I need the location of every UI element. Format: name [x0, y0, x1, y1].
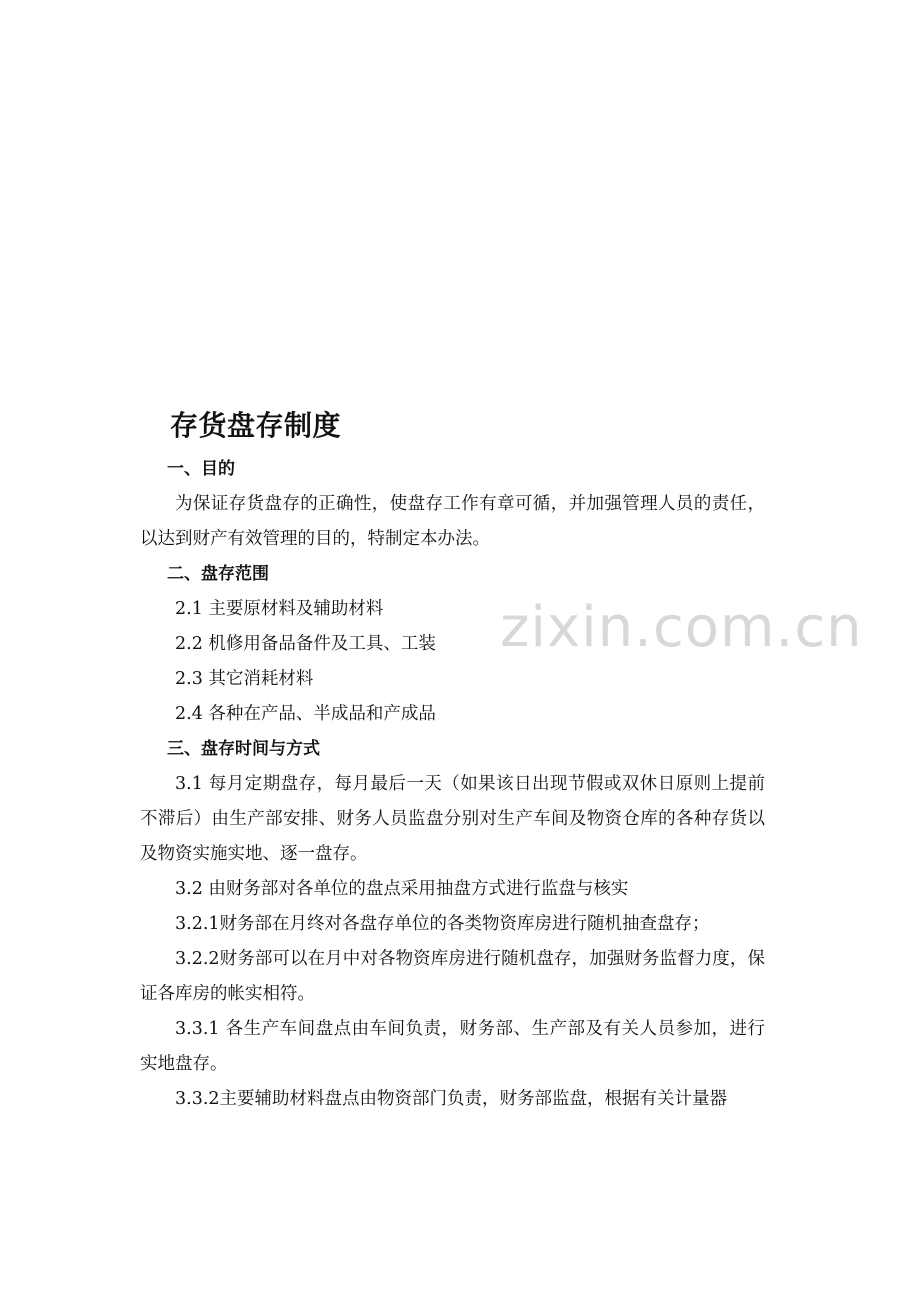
section-heading-scope: 二、盘存范围	[167, 564, 269, 584]
scope-item-2-3: 2.3 其它消耗材料	[175, 669, 314, 689]
document-title: 存货盘存制度	[170, 409, 342, 442]
document-body	[140, 452, 765, 1117]
scope-item-2-1: 2.1 主要原材料及辅助材料	[175, 599, 384, 619]
section-heading-time-method: 三、盘存时间与方式	[167, 739, 320, 759]
paragraph-3-3-2: 3.3.2主要辅助材料盘点由物资部门负责，财务部监盘，根据有关计量器	[175, 1089, 728, 1109]
watermark-text: zixin.com.cn	[500, 595, 863, 660]
paragraph-3-1: 3.1 每月定期盘存，每月最后一天（如果该日出现节假或双休日原则上提前不滞后）由生产部安排、财务人员监盘分别对生产车间及物资仓库的各种存货以及物资实施实地、逐一盘存。	[140, 774, 765, 864]
section-heading-purpose: 一、目的	[167, 459, 235, 479]
paragraph-purpose: 为保证存货盘存的正确性，使盘存工作有章可循，并加强管理人员的责任，以达到财产有效管理的目的，特制定本办法。	[140, 494, 765, 549]
scope-item-2-4: 2.4 各种在产品、半成品和产成品	[175, 704, 436, 724]
paragraph-3-2-2: 3.2.2财务部可以在月中对各物资库房进行随机盘存，加强财务监督力度，保证各库房的帐实相符。	[140, 949, 765, 1004]
paragraph-3-3-1: 3.3.1 各生产车间盘点由车间负责，财务部、生产部及有关人员参加，进行实地盘存。	[140, 1019, 765, 1074]
paragraph-3-2: 3.2 由财务部对各单位的盘点采用抽盘方式进行监盘与核实	[175, 879, 629, 899]
scope-item-2-2: 2.2 机修用备品备件及工具、工装	[175, 634, 436, 654]
paragraph-3-2-1: 3.2.1财务部在月终对各盘存单位的各类物资库房进行随机抽查盘存；	[175, 914, 710, 934]
